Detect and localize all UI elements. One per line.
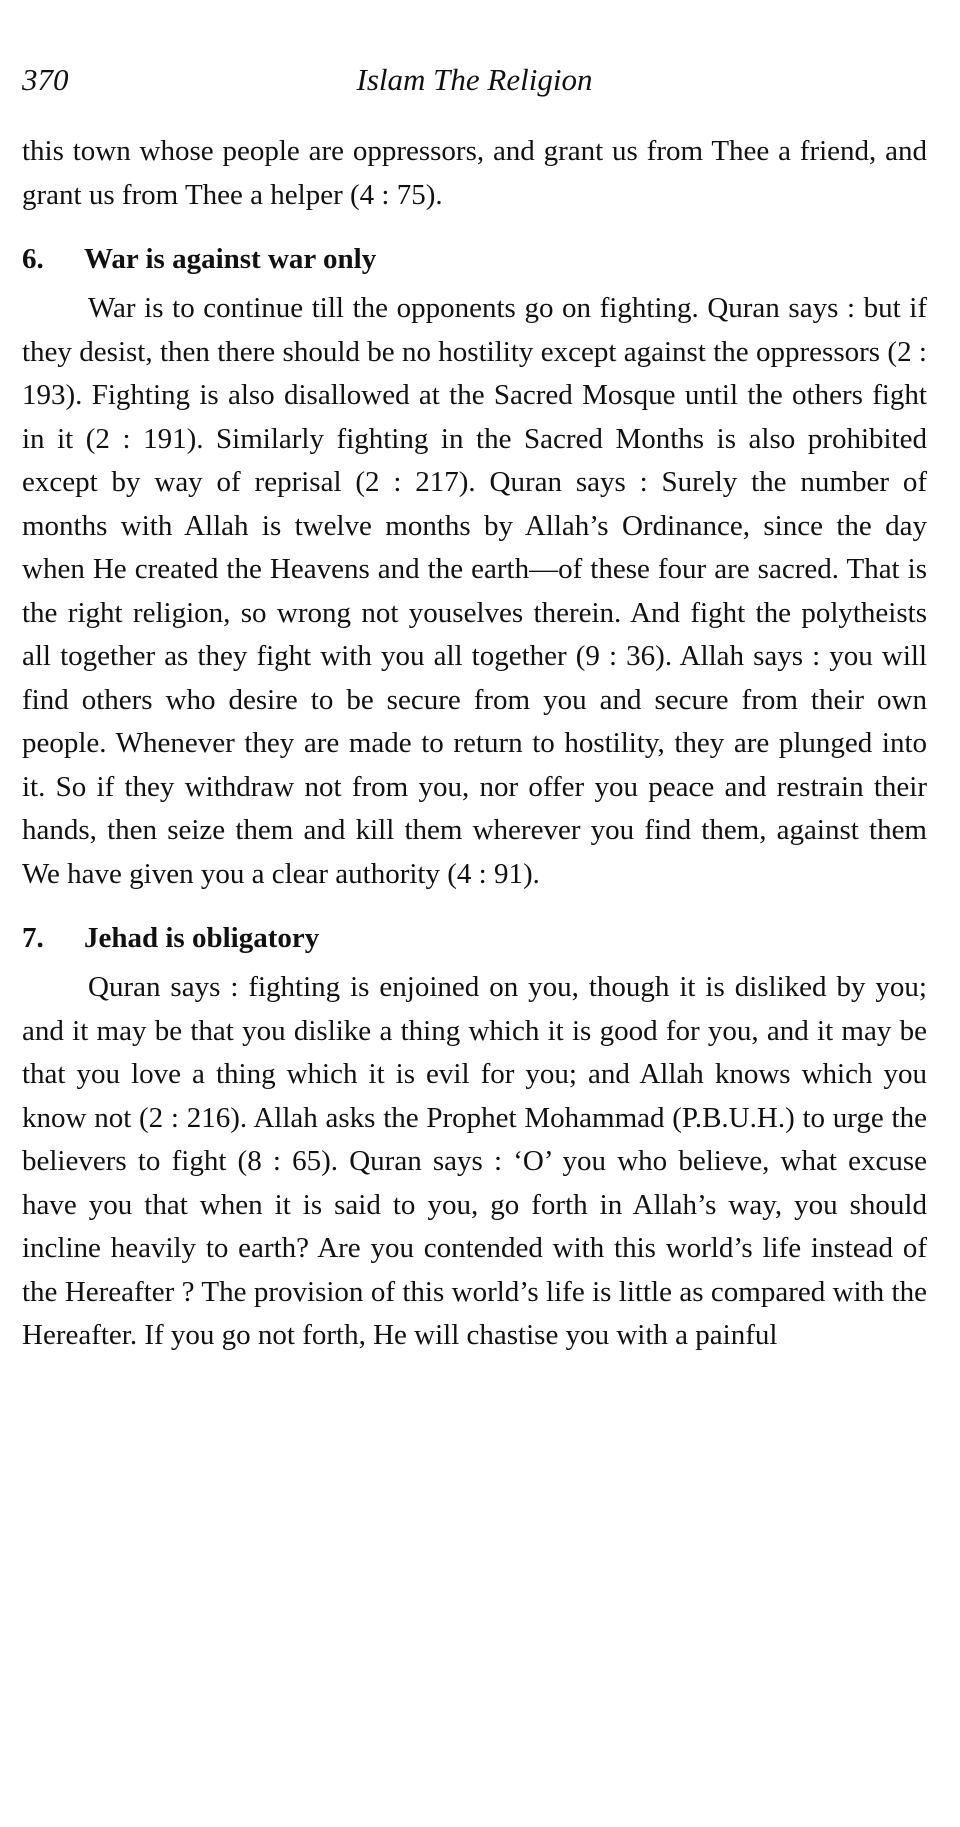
- continuation-paragraph: this town whose people are oppressors, and grant us from Thee a friend, and grant us from Thee a helper (4 : 75).: [22, 135, 927, 211]
- book-title: Islam The Religion: [356, 62, 593, 97]
- section-number: 7.: [22, 922, 44, 954]
- section-title: Jehad is obligatory: [84, 922, 320, 954]
- section-title: War is against war only: [84, 243, 377, 275]
- running-head: [22, 0, 927, 100]
- section-paragraph: War is to continue till the opponents go on fighting. Quran says : but if they desist, then there should be no hostility except against the oppressors (2 : 193). Fighting is also disallowed at the Sacred Mosque until the others fight in it (2 : 191). Similarly fighting in the Sacred Months is also prohibited except by way of reprisal (2 : 217). Quran says : Surely the number of months with Allah is twelve months by Allah’s Ordinance, since the day when He created the Heavens and the earth—of these four are sacred. That is the right religion, so wrong not youselves therein. And fight the polytheists all together as they fight with you all together (9 : 36). Allah says : you will find others who desire to be secure from you and secure from their own people. Whenever they are made to return to hostility, they are plunged into it. So if they withdraw not from you, nor offer you peace and restrain their hands, then seize them and kill them wherever you find them, against them We have given you a clear authority (4 : 91).: [22, 292, 927, 890]
- section-jehad-obligatory: [22, 918, 927, 1358]
- section-heading: [22, 918, 927, 958]
- section-paragraph: Quran says : fighting is enjoined on you, though it is disliked by you; and it may be that you dislike a thing which it is good for you, and it may be that you love a thing which it is evil for you; and Allah knows which you know not (2 : 216). Allah asks the Prophet Mohammad (P.B.U.H.) to urge the believers to fight (8 : 65). Quran says : ‘O’ you who believe, what excuse have you that when it is said to you, go forth in Allah’s way, you should incline heavily to earth? Are you contended with this world’s life instead of the Hereafter ? The provision of this world’s life is little as compared with the Hereafter. If you go not forth, He will chastise you with a painful: [22, 971, 927, 1351]
- section-heading: [22, 239, 927, 279]
- section-war-against-war: [22, 239, 927, 896]
- section-number: 6.: [22, 243, 44, 275]
- page-number: 370: [22, 62, 69, 97]
- book-page: [22, 0, 927, 1827]
